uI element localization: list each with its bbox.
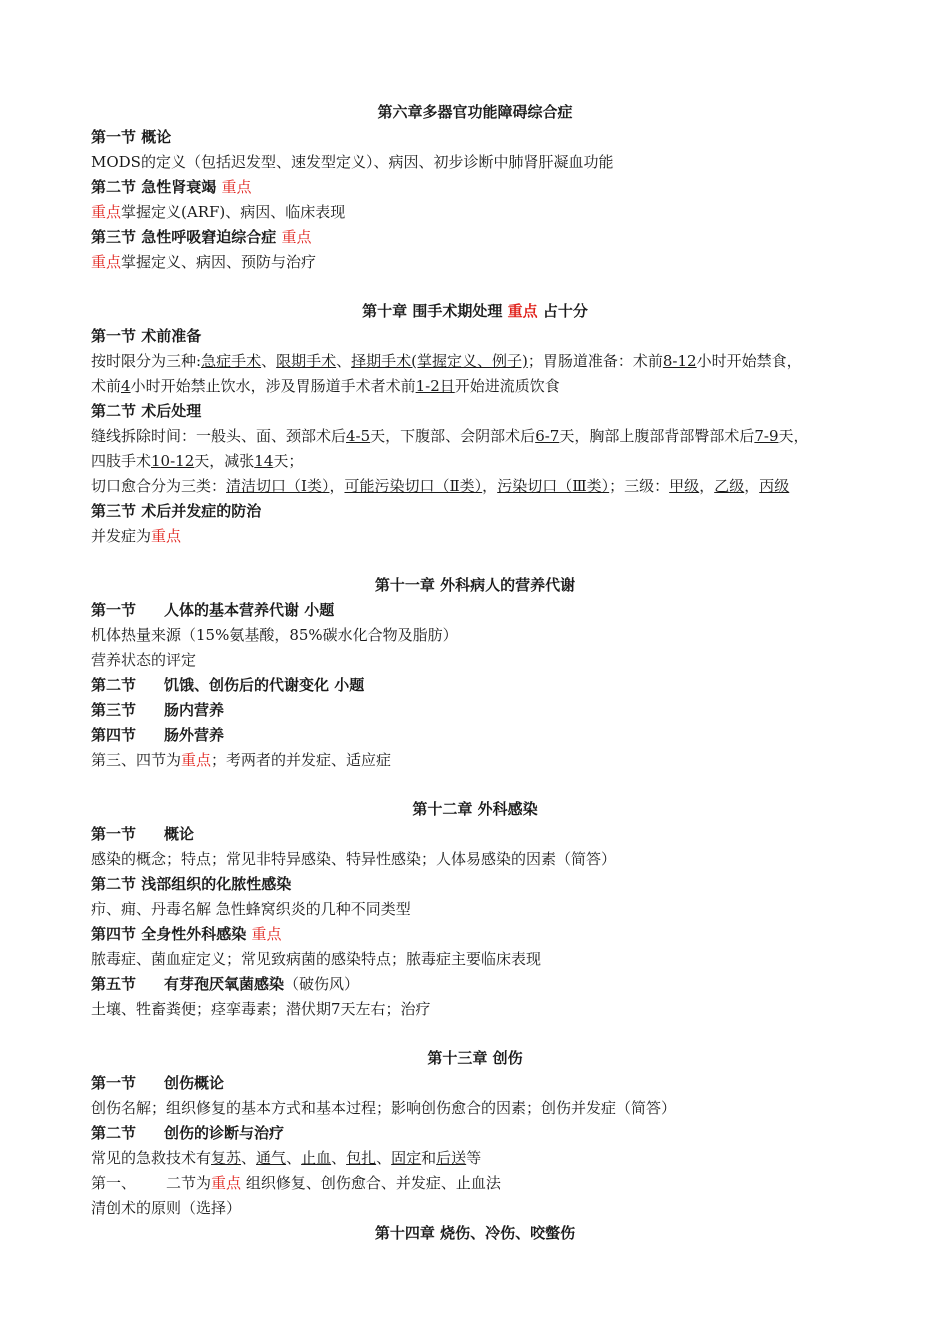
section-heading bbox=[91, 823, 870, 845]
key-point-tag: 重点 bbox=[251, 925, 282, 943]
section-label: 第三节 bbox=[91, 502, 137, 520]
section-title: 肠外营养 bbox=[164, 726, 225, 744]
underlined-term: 甲级 bbox=[669, 477, 700, 495]
key-point-tag: 重点 bbox=[507, 302, 538, 320]
text: 天，减张 bbox=[194, 452, 255, 470]
section-label: 第二节 bbox=[91, 178, 137, 196]
underlined-term: 丙级 bbox=[759, 477, 790, 495]
underlined-term: 急症手术 bbox=[201, 352, 262, 370]
underlined-term: 可能污染切口（Ⅱ类） bbox=[344, 477, 483, 495]
text: ， bbox=[482, 477, 498, 495]
section-label: 第二节 bbox=[91, 676, 137, 694]
text: 、 bbox=[376, 1149, 392, 1167]
section-label: 第五节 bbox=[91, 975, 137, 993]
section-heading bbox=[91, 500, 870, 522]
paragraph bbox=[91, 1147, 870, 1169]
underlined-term: 复苏 bbox=[211, 1149, 242, 1167]
key-point-tag: 重点 bbox=[91, 203, 122, 221]
underlined-term: 4-5 bbox=[346, 427, 371, 445]
chapter-title: 第十章 围手术期处理 bbox=[362, 302, 503, 320]
section-label: 第三节 bbox=[91, 228, 137, 246]
paragraph: 机体热量来源（15%氨基酸，85%碳水化合物及脂肪） bbox=[91, 626, 458, 644]
underlined-term: 择期手术(掌握定义、例子) bbox=[351, 352, 528, 370]
section-title: 人体的基本营养代谢 bbox=[164, 601, 300, 619]
section-heading bbox=[91, 126, 870, 148]
paragraph bbox=[91, 1172, 870, 1194]
section-heading bbox=[91, 699, 870, 721]
section-heading bbox=[91, 176, 870, 198]
section-label: 第二节 bbox=[91, 875, 137, 893]
section-title: 全身性外科感染 bbox=[141, 925, 247, 943]
text: 天，胸部上腹部背部臀部术后 bbox=[559, 427, 755, 445]
text: ， bbox=[744, 477, 760, 495]
section-title: 术前准备 bbox=[141, 327, 202, 345]
paragraph: 营养状态的评定 bbox=[91, 651, 197, 669]
paragraph bbox=[91, 350, 870, 372]
text: 小时开始禁止饮水，涉及胃肠道手术者术前 bbox=[130, 377, 416, 395]
text: 开始进流质饮食 bbox=[454, 377, 560, 395]
text: 、 bbox=[336, 352, 352, 370]
chapter-13-title: 第十三章 创伤 bbox=[427, 1049, 523, 1067]
section-heading bbox=[91, 599, 870, 621]
section-title: 创伤的诊断与治疗 bbox=[164, 1124, 285, 1142]
section-heading bbox=[91, 724, 870, 746]
chapter-14-title: 第十四章 烧伤、冷伤、咬螫伤 bbox=[374, 1224, 576, 1242]
paragraph: 疖、痈、丹毒名解 急性蜂窝织炎的几种不同类型 bbox=[91, 900, 411, 918]
paragraph: 土壤、牲畜粪便；痉挛毒素；潜伏期7天左右；治疗 bbox=[91, 1000, 431, 1018]
underlined-term: 固定 bbox=[391, 1149, 422, 1167]
section-label: 第四节 bbox=[91, 726, 137, 744]
underlined-term: 乙级 bbox=[714, 477, 745, 495]
text: 天，下腹部、会阴部术后 bbox=[370, 427, 536, 445]
paragraph bbox=[91, 749, 870, 771]
text: 按时限分为三种: bbox=[91, 352, 202, 370]
section-label: 第三节 bbox=[91, 701, 137, 719]
section-title: 创伤概论 bbox=[164, 1074, 225, 1092]
text: 常见的急救技术有 bbox=[91, 1149, 212, 1167]
section-heading bbox=[91, 400, 870, 422]
section-note: （破伤风） bbox=[284, 975, 360, 993]
text: ；三级： bbox=[609, 477, 670, 495]
section-label: 第二节 bbox=[91, 402, 137, 420]
paragraph bbox=[91, 450, 870, 472]
section-label: 第二节 bbox=[91, 1124, 137, 1142]
text: 天， bbox=[778, 427, 809, 445]
text: 掌握定义(ARF)、病因、临床表现 bbox=[121, 203, 346, 221]
underlined-term: 后送 bbox=[436, 1149, 467, 1167]
text: 小时开始禁食， bbox=[696, 352, 802, 370]
text: 二节为 bbox=[166, 1174, 212, 1192]
underlined-term: 7-9 bbox=[754, 427, 779, 445]
key-point-tag: 重点 bbox=[91, 253, 122, 271]
paragraph bbox=[91, 251, 870, 273]
section-heading bbox=[91, 674, 870, 696]
section-title: 概论 bbox=[141, 128, 172, 146]
paragraph: 感染的概念；特点；常见非特异感染、特异性感染；人体易感染的因素（简答） bbox=[91, 850, 617, 868]
chapter-12-title: 第十二章 外科感染 bbox=[412, 800, 538, 818]
chapter-note: 占十分 bbox=[542, 302, 588, 320]
question-type-tag: 小题 bbox=[304, 601, 335, 619]
key-point-tag: 重点 bbox=[281, 228, 312, 246]
section-label: 第一节 bbox=[91, 601, 137, 619]
underlined-term: 限期手术 bbox=[276, 352, 337, 370]
text: 掌握定义、病因、预防与治疗 bbox=[121, 253, 317, 271]
text: 切口愈合分为三类： bbox=[91, 477, 227, 495]
text: 和 bbox=[421, 1149, 437, 1167]
text: ， bbox=[699, 477, 715, 495]
text: ；考两者的并发症、适应症 bbox=[211, 751, 392, 769]
text: 、 bbox=[241, 1149, 257, 1167]
section-heading bbox=[91, 1072, 870, 1094]
text: 第一、 bbox=[91, 1174, 137, 1192]
text: 并发症为 bbox=[91, 527, 152, 545]
text: 、 bbox=[261, 352, 277, 370]
underlined-term: 通气 bbox=[256, 1149, 287, 1167]
section-heading bbox=[91, 923, 870, 945]
section-label: 第一节 bbox=[91, 825, 137, 843]
section-heading bbox=[91, 325, 870, 347]
key-point-tag: 重点 bbox=[211, 1174, 242, 1192]
section-heading bbox=[91, 1122, 870, 1144]
section-title: 术后处理 bbox=[141, 402, 202, 420]
text: 天； bbox=[273, 452, 304, 470]
section-title: 有芽孢厌氧菌感染 bbox=[164, 975, 285, 993]
underlined-term: 1-2日 bbox=[415, 377, 455, 395]
section-title: 术后并发症的防治 bbox=[141, 502, 262, 520]
text: 、 bbox=[331, 1149, 347, 1167]
text: 四肢手术 bbox=[91, 452, 152, 470]
underlined-term: 6-7 bbox=[535, 427, 560, 445]
paragraph: 创伤名解；组织修复的基本方式和基本过程；影响创伤愈合的因素；创伤并发症（简答） bbox=[91, 1099, 677, 1117]
section-title: 急性肾衰竭 bbox=[141, 178, 217, 196]
text: 、 bbox=[286, 1149, 302, 1167]
underlined-term: 10-12 bbox=[151, 452, 195, 470]
paragraph bbox=[91, 201, 870, 223]
section-title: 肠内营养 bbox=[164, 701, 225, 719]
text: 第三、四节为 bbox=[91, 751, 182, 769]
underlined-term: 清洁切口（Ⅰ类） bbox=[226, 477, 330, 495]
text: 缝线拆除时间：一般头、面、颈部术后 bbox=[91, 427, 347, 445]
chapter-11-title: 第十一章 外科病人的营养代谢 bbox=[374, 576, 576, 594]
section-label: 第一节 bbox=[91, 327, 137, 345]
paragraph bbox=[91, 475, 870, 497]
key-point-tag: 重点 bbox=[151, 527, 182, 545]
underlined-term: 8-12 bbox=[662, 352, 697, 370]
section-heading bbox=[91, 873, 870, 895]
key-point-tag: 重点 bbox=[181, 751, 212, 769]
underlined-term: 止血 bbox=[301, 1149, 332, 1167]
key-point-tag: 重点 bbox=[221, 178, 252, 196]
question-type-tag: 小题 bbox=[334, 676, 365, 694]
section-label: 第一节 bbox=[91, 1074, 137, 1092]
paragraph bbox=[91, 425, 870, 447]
paragraph: 清创术的原则（选择） bbox=[91, 1199, 242, 1217]
section-heading bbox=[91, 226, 870, 248]
underlined-term: 14 bbox=[254, 452, 274, 470]
underlined-term: 4 bbox=[121, 377, 131, 395]
underlined-term: 污染切口（Ⅲ类） bbox=[497, 477, 610, 495]
text: 等 bbox=[466, 1149, 482, 1167]
chapter-10-title bbox=[0, 300, 950, 322]
paragraph bbox=[91, 525, 870, 547]
text: 术前 bbox=[91, 377, 122, 395]
chapter-6-title: 第六章多器官功能障碍综合症 bbox=[377, 103, 573, 121]
text: ， bbox=[329, 477, 345, 495]
section-label: 第四节 bbox=[91, 925, 137, 943]
text: ；胃肠道准备：术前 bbox=[527, 352, 663, 370]
section-title: 浅部组织的化脓性感染 bbox=[141, 875, 292, 893]
section-label: 第一节 bbox=[91, 128, 137, 146]
paragraph: 脓毒症、菌血症定义；常见致病菌的感染特点；脓毒症主要临床表现 bbox=[91, 950, 542, 968]
section-heading bbox=[91, 973, 870, 995]
section-title: 饥饿、创伤后的代谢变化 bbox=[164, 676, 330, 694]
paragraph bbox=[91, 375, 870, 397]
text: 组织修复、创伤愈合、并发症、止血法 bbox=[241, 1174, 501, 1192]
underlined-term: 包扎 bbox=[346, 1149, 377, 1167]
section-title: 急性呼吸窘迫综合症 bbox=[141, 228, 277, 246]
paragraph: MODS的定义（包括迟发型、速发型定义）、病因、初步诊断中肺肾肝凝血功能 bbox=[91, 153, 614, 171]
section-title: 概论 bbox=[164, 825, 195, 843]
